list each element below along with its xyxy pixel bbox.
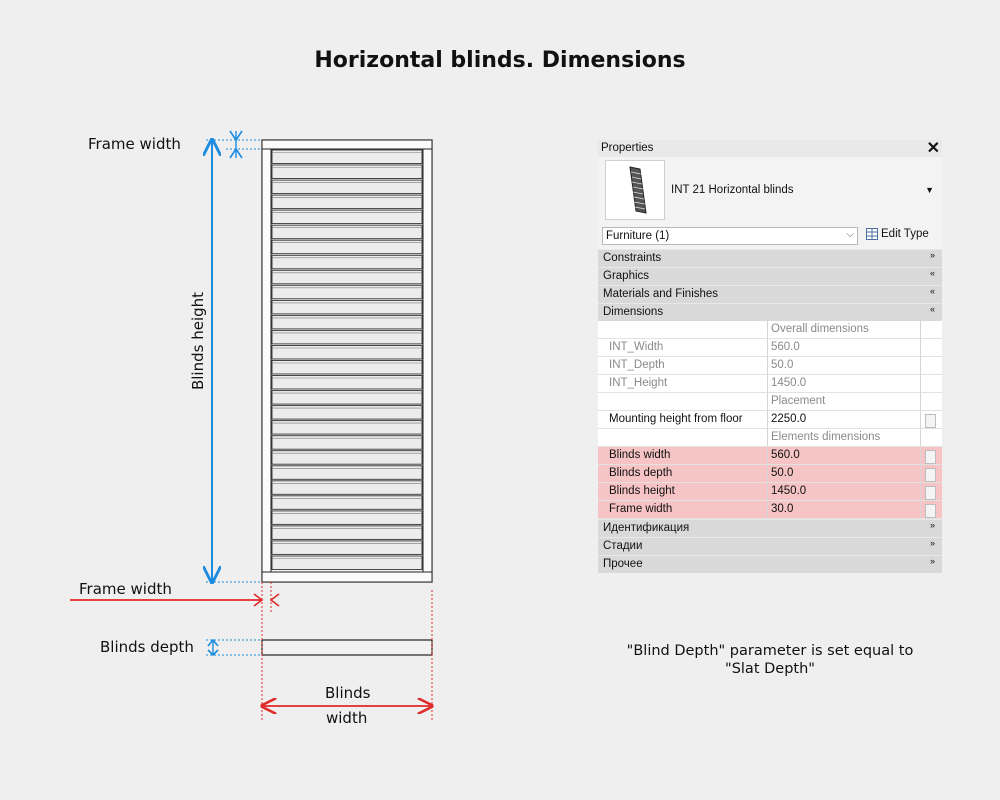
instance-filter-dropdown[interactable]	[602, 227, 858, 245]
slat	[272, 180, 422, 194]
associate-parameter-button[interactable]	[925, 468, 936, 482]
slat	[272, 195, 422, 209]
edit-type-icon	[866, 228, 878, 240]
associate-parameter-button[interactable]	[925, 504, 936, 518]
category-label: Materials and Finishes	[603, 288, 719, 300]
category-header[interactable]	[598, 267, 942, 285]
slat	[272, 165, 422, 179]
parameter-row[interactable]	[598, 411, 942, 429]
category-header[interactable]	[598, 519, 942, 537]
parameter-association-cell	[920, 375, 942, 393]
parameter-value: 50.0	[768, 357, 920, 375]
category-header[interactable]	[598, 249, 942, 267]
slat	[272, 406, 422, 420]
slat	[272, 526, 422, 540]
blinds-depth-dimension	[206, 640, 262, 655]
parameter-association-cell	[920, 339, 942, 357]
parameter-name	[598, 429, 768, 447]
parameter-value: 560.0	[768, 339, 920, 357]
category-label: Прочее	[603, 558, 643, 570]
blinds-depth-view	[262, 640, 432, 655]
blinds-preview-icon	[606, 161, 664, 219]
blinds-width-label-line1: Blinds	[325, 684, 371, 702]
category-header[interactable]	[598, 555, 942, 573]
category-header[interactable]	[598, 285, 942, 303]
parameter-value: Placement	[768, 393, 920, 411]
collapse-icon[interactable]: »	[929, 538, 935, 548]
instance-filter-value: Furniture (1)	[606, 230, 670, 242]
properties-title: Properties	[601, 142, 654, 154]
parameter-row[interactable]	[598, 483, 942, 501]
category-label: Graphics	[603, 270, 650, 282]
page-title: Horizontal blinds. Dimensions	[314, 48, 686, 73]
collapse-icon[interactable]: »	[929, 556, 935, 566]
slat	[272, 496, 422, 510]
slat	[272, 150, 422, 164]
parameter-name: Blinds width	[598, 447, 768, 465]
selector-row	[598, 225, 942, 249]
parameter-row[interactable]	[598, 375, 942, 393]
slat	[272, 556, 422, 570]
associate-parameter-button[interactable]	[925, 450, 936, 464]
parameter-value: Overall dimensions	[768, 321, 920, 339]
slat	[272, 225, 422, 239]
slat	[272, 330, 422, 344]
parameter-row[interactable]	[598, 357, 942, 375]
frame-width-bottom-label: Frame width	[79, 580, 172, 598]
parameter-name: Frame width	[598, 501, 768, 519]
properties-header	[598, 140, 942, 157]
category-label: Стадии	[603, 540, 643, 552]
slat	[272, 481, 422, 495]
close-icon[interactable]: ✕	[926, 140, 940, 157]
parameter-group-row	[598, 393, 942, 411]
blinds-height-dimension	[206, 140, 262, 582]
slat	[272, 511, 422, 525]
parameter-row[interactable]	[598, 465, 942, 483]
parameter-name: Blinds depth	[598, 465, 768, 483]
type-selector[interactable]	[598, 157, 942, 225]
collapse-icon[interactable]: «	[929, 268, 935, 278]
collapse-icon[interactable]: »	[929, 250, 935, 260]
slat	[272, 240, 422, 254]
slat	[272, 346, 422, 360]
parameter-name	[598, 393, 768, 411]
edit-type-label: Edit Type	[881, 228, 929, 240]
type-dropdown-icon[interactable]: ▼	[925, 185, 934, 195]
collapse-icon[interactable]: «	[929, 286, 935, 296]
type-name: INT 21 Horizontal blinds	[671, 184, 794, 196]
slat	[272, 315, 422, 329]
parameter-name: INT_Depth	[598, 357, 768, 375]
blinds-width-label-line2: width	[326, 709, 368, 727]
parameter-name	[598, 321, 768, 339]
parameter-value[interactable]: 1450.0	[768, 483, 920, 501]
parameter-row[interactable]	[598, 447, 942, 465]
slat	[272, 270, 422, 284]
blinds-front-view	[262, 140, 432, 582]
collapse-icon[interactable]: «	[929, 304, 935, 314]
category-label: Dimensions	[603, 306, 664, 318]
slat	[272, 285, 422, 299]
parameter-name: INT_Height	[598, 375, 768, 393]
type-thumbnail	[605, 160, 665, 220]
properties-panel	[598, 140, 942, 572]
category-label: Constraints	[603, 252, 662, 264]
parameter-association-cell	[920, 357, 942, 375]
parameter-value: 1450.0	[768, 375, 920, 393]
note-line-2: "Slat Depth"	[725, 661, 815, 677]
blinds-width-dimension	[262, 590, 432, 722]
slat	[272, 541, 422, 555]
parameter-name: Blinds height	[598, 483, 768, 501]
slat	[272, 451, 422, 465]
chevron-down-icon: ⌵	[846, 229, 854, 240]
slat	[272, 255, 422, 268]
parameter-group-row	[598, 429, 942, 447]
parameter-association-cell	[920, 393, 942, 411]
slat	[272, 361, 422, 375]
associate-parameter-button[interactable]	[925, 486, 936, 500]
slat	[272, 300, 422, 314]
slat	[272, 421, 422, 435]
parameter-association-cell	[920, 429, 942, 447]
slat	[272, 466, 422, 480]
parameter-value[interactable]: 30.0	[768, 501, 920, 519]
associate-parameter-button[interactable]	[925, 414, 936, 428]
parameter-value[interactable]: 2250.0	[768, 411, 920, 429]
parameter-group-row	[598, 321, 942, 339]
parameter-value[interactable]: 560.0	[768, 447, 920, 465]
collapse-icon[interactable]: »	[929, 520, 935, 530]
slat	[272, 376, 422, 390]
note	[600, 642, 940, 678]
blinds-height-label: Blinds height	[189, 291, 207, 391]
category-header[interactable]	[598, 537, 942, 555]
category-label: Идентификация	[603, 522, 690, 534]
slat	[272, 210, 422, 224]
parameter-name: INT_Width	[598, 339, 768, 357]
blinds-depth-label: Blinds depth	[100, 638, 194, 656]
parameter-row[interactable]	[598, 501, 942, 519]
parameter-value: Elements dimensions	[768, 429, 920, 447]
note-line-1: "Blind Depth" parameter is set equal to	[626, 643, 914, 659]
slat	[272, 391, 422, 405]
slat	[272, 436, 422, 450]
parameter-name: Mounting height from floor	[598, 411, 768, 429]
frame-width-top-label: Frame width	[88, 135, 181, 153]
parameter-row[interactable]	[598, 339, 942, 357]
parameter-association-cell	[920, 321, 942, 339]
category-header[interactable]	[598, 303, 942, 321]
frame-width-top-dimension	[226, 131, 262, 158]
edit-type-button[interactable]	[866, 228, 929, 240]
parameter-value[interactable]: 50.0	[768, 465, 920, 483]
